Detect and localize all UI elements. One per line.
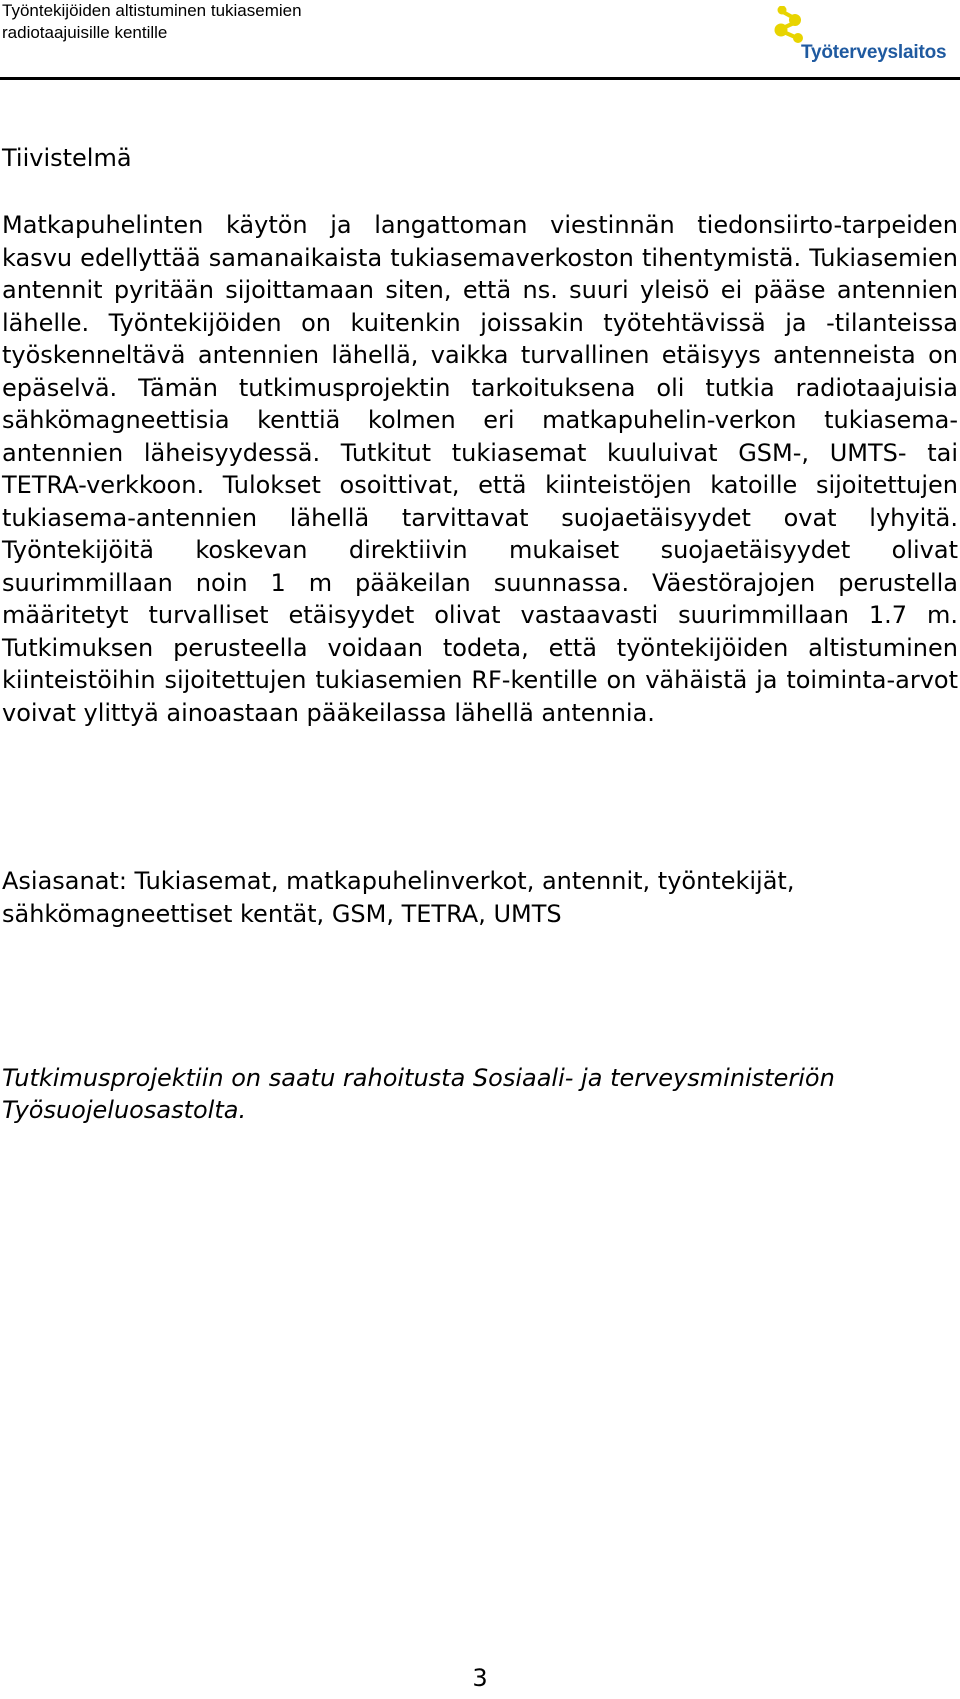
page-number: 3 bbox=[472, 1664, 488, 1692]
abstract-paragraph: Matkapuhelinten käytön ja langattoman viestinnän tiedonsiirto-tarpeiden kasvu edellyttää samanaikaista tukiasemaverkoston tihentymistä. Tukiasemien antennit pyritään sijoittamaan siten, että ns. suuri yleisö ei pääse antennien lähelle. Työntekijöiden on kuitenkin joissakin työtehtävissä ja -tilanteissa työskenneltävä antennien lähellä, vaikka turvallinen etäisyys antenneista on epäselvä. Tämän tutkimusprojektin tarkoituksena oli tutkia radiotaajuisia sähkömagneettisia kenttiä kolmen eri matkapuhelin-verkon tukiasema-antennien läheisyydessä. Tutkitut tukiasemat kuuluivat GSM-, UMTS- tai TETRA-verkkoon. Tulokset osoittivat, että kiinteistöjen katoille sijoitettujen tukiasema-antennien lähellä tarvittavat suojaetäisyydet ovat lyhyitä. Työntekijöitä koskevan direktiivin mukaiset suojaetäisyydet olivat suurimmillaan noin 1 m pääkeilan suunnassa. Väestörajojen perustella määritetyt turvalliset etäisyydet olivat vastaavasti suurimmillaan 1.7 m. Tutkimuksen perusteella voidaan todeta, että työntekijöiden altistuminen kiinteistöihin sijoitettujen tukiasemien RF-kentille on vähäistä ja toiminta-arvot voivat ylittyä ainoastaan pääkeilassa lähellä antennia. bbox=[2, 211, 958, 727]
running-title bbox=[2, 0, 302, 44]
section-heading: Tiivistelmä bbox=[2, 144, 132, 172]
logo-wordmark: Työterveyslaitos bbox=[801, 42, 947, 63]
page-header bbox=[0, 0, 960, 80]
funding-note: Tutkimusprojektiin on saatu rahoitusta Sosiaali- ja terveysministeriön Työsuojeluosastolta. bbox=[2, 1064, 835, 1124]
running-title-line-1: Työntekijöiden altistuminen tukiasemien bbox=[2, 1, 302, 20]
header-divider bbox=[0, 77, 960, 80]
keywords-paragraph: Asiasanat: Tukiasemat, matkapuhelinverkot, antennit, työntekijät, sähkömagneettiset kentät, GSM, TETRA, UMTS bbox=[2, 867, 795, 928]
running-title-line-2: radiotaajuisille kentille bbox=[2, 23, 168, 42]
institute-logo bbox=[773, 6, 958, 70]
